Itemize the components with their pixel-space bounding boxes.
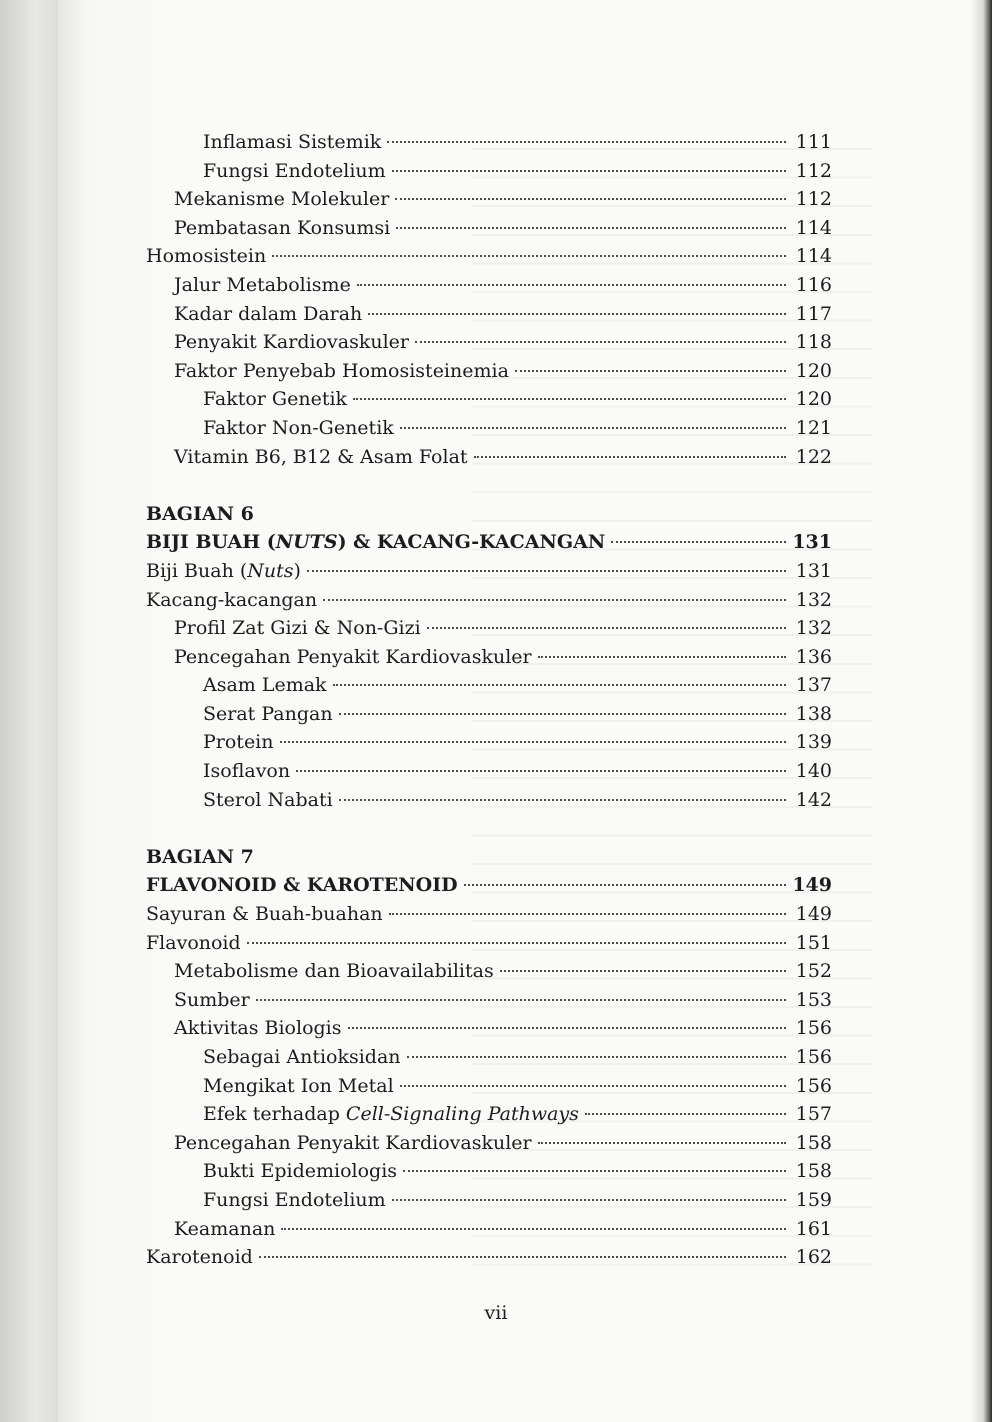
toc-entry-label: Pencegahan Penyakit Kardiovaskuler: [174, 645, 532, 668]
page-right-edge: [970, 0, 992, 1422]
section-title-entry[interactable]: [146, 528, 832, 557]
toc-entry[interactable]: [146, 614, 832, 643]
toc-entry[interactable]: [146, 1215, 832, 1244]
toc-entry[interactable]: [146, 586, 832, 615]
toc-entry-label: Faktor Non-Genetik: [203, 416, 394, 439]
section-title-text: ) & KACANG-KACANGAN: [337, 531, 606, 554]
section-title-label: FLAVONOID & KAROTENOID: [146, 874, 458, 897]
toc-entry-italic: Cell-Signaling Pathways: [345, 1103, 579, 1126]
toc-entry[interactable]: [146, 357, 832, 386]
dot-leader: [395, 198, 786, 200]
dot-leader: [348, 1027, 787, 1029]
toc-entry-label: Isoflavon: [203, 760, 291, 783]
toc-entry-text: Biji Buah (: [146, 559, 248, 582]
toc-entry-page: 114: [795, 245, 832, 268]
toc-entry-label: Flavonoid: [146, 931, 241, 954]
toc-entry[interactable]: [146, 214, 832, 243]
toc-entry-page: 161: [795, 1217, 832, 1240]
toc-entry-page: 112: [795, 188, 832, 211]
toc-entry[interactable]: [146, 671, 832, 700]
toc-entry-page: 158: [795, 1160, 832, 1183]
toc-entry-page: 158: [795, 1131, 832, 1154]
dot-leader: [400, 1085, 786, 1087]
toc-entry[interactable]: [146, 1186, 832, 1215]
dot-leader: [280, 741, 787, 743]
toc-entry-label: Karotenoid: [146, 1246, 253, 1269]
toc-entry-page: 162: [795, 1246, 832, 1269]
toc-entry-page: 121: [795, 416, 832, 439]
section-spacer: [146, 471, 832, 500]
toc-entry[interactable]: [146, 157, 832, 186]
toc-entry[interactable]: [146, 328, 832, 357]
toc-entry-label: Profil Zat Gizi & Non-Gizi: [174, 617, 421, 640]
dot-leader: [500, 970, 786, 972]
toc-entry-label: Pencegahan Penyakit Kardiovaskuler: [174, 1131, 532, 1154]
toc-entry-page: 120: [795, 388, 832, 411]
dot-leader: [323, 599, 786, 601]
toc-entry-page: 132: [795, 588, 832, 611]
toc-entry-page: 138: [795, 702, 832, 725]
section-title-italic: NUTS: [275, 531, 338, 554]
toc-entry[interactable]: [146, 728, 832, 757]
toc-entry-label: Kadar dalam Darah: [174, 302, 363, 325]
toc-entry[interactable]: [146, 986, 832, 1015]
toc-entry[interactable]: [146, 1072, 832, 1101]
dot-leader: [353, 398, 786, 400]
toc-entry-page: 116: [795, 273, 832, 296]
dot-leader: [403, 1170, 786, 1172]
toc-section-bagian-7: [146, 843, 832, 1272]
dot-leader: [464, 884, 786, 886]
toc-entry-page: 149: [792, 874, 832, 897]
dot-leader: [415, 341, 786, 343]
toc-entry-page: 159: [795, 1188, 832, 1211]
toc-entry-page: 157: [795, 1103, 832, 1126]
dot-leader: [474, 456, 786, 458]
toc-entry-page: 112: [795, 159, 832, 182]
toc-entry[interactable]: [146, 929, 832, 958]
toc-entry-text: ): [293, 559, 301, 582]
dot-leader: [427, 627, 786, 629]
section-title-label: [146, 528, 605, 557]
toc-entry-page: 142: [795, 788, 832, 811]
toc-entry-label: Faktor Penyebab Homosisteinemia: [174, 359, 509, 382]
toc-entry-label: Mengikat Ion Metal: [203, 1074, 394, 1097]
toc-entry-label: Sebagai Antioksidan: [203, 1046, 401, 1068]
toc-entry-page: 118: [795, 331, 832, 354]
toc-entry-label: Bukti Epidemiologis: [203, 1160, 398, 1183]
toc-entry-label: Penyakit Kardiovaskuler: [174, 331, 409, 354]
toc-entry-label: Keamanan: [174, 1217, 276, 1240]
toc-entry-page: 137: [795, 674, 832, 697]
toc-entry-label: Inflamasi Sistemik: [203, 131, 382, 153]
toc-entry-page: 149: [795, 903, 832, 926]
toc-entry-label: Vitamin B6, B12 & Asam Folat: [174, 445, 468, 468]
section-title-entry[interactable]: [146, 871, 832, 900]
toc-entry[interactable]: [146, 1243, 832, 1272]
toc-entry[interactable]: [146, 1157, 832, 1186]
toc-group-continued: [146, 128, 832, 471]
toc-entry[interactable]: [146, 271, 832, 300]
toc-entry[interactable]: [146, 185, 832, 214]
dot-leader: [247, 942, 786, 944]
toc-entry[interactable]: [146, 128, 832, 157]
dot-leader: [538, 1142, 786, 1144]
toc-entry-page: 136: [795, 645, 832, 668]
dot-leader: [333, 684, 786, 686]
toc-entry-page: 156: [795, 1017, 832, 1040]
table-of-contents: [146, 128, 832, 1272]
dot-leader: [389, 913, 786, 915]
toc-entry-label: Sayuran & Buah-buahan: [146, 903, 383, 926]
toc-entry-label: Faktor Genetik: [203, 388, 348, 411]
toc-entry[interactable]: [146, 557, 832, 586]
toc-entry-label: Jalur Metabolisme: [174, 273, 351, 296]
toc-entry-label: Sumber: [174, 988, 250, 1011]
page-number: vii: [484, 1302, 508, 1324]
toc-entry-page: 111: [795, 131, 832, 153]
toc-entry-label: Fungsi Endotelium: [203, 159, 386, 182]
toc-entry-page: 139: [795, 731, 832, 754]
dot-leader: [387, 141, 786, 143]
toc-entry[interactable]: [146, 643, 832, 672]
toc-entry-label: Mekanisme Molekuler: [174, 188, 390, 211]
section-heading: BAGIAN 7: [146, 845, 254, 868]
toc-entry-label: Homosistein: [146, 245, 267, 268]
toc-entry-label: Serat Pangan: [203, 702, 333, 725]
toc-entry-page: 156: [795, 1074, 832, 1097]
dot-leader: [296, 770, 786, 772]
toc-entry[interactable]: [146, 1043, 832, 1072]
dot-leader: [272, 255, 786, 257]
dot-leader: [357, 284, 786, 286]
section-spacer: [146, 814, 832, 843]
dot-leader: [339, 713, 786, 715]
toc-entry[interactable]: [146, 300, 832, 329]
page-gutter: [0, 0, 58, 1422]
dot-leader: [407, 1056, 786, 1058]
dot-leader: [611, 541, 786, 543]
toc-entry-page: 132: [795, 617, 832, 640]
dot-leader: [256, 999, 786, 1001]
toc-entry-text: Efek terhadap: [203, 1103, 346, 1126]
section-heading: BAGIAN 6: [146, 502, 254, 525]
toc-entry-page: 140: [795, 760, 832, 783]
toc-entry-page: 114: [795, 216, 832, 239]
toc-entry-label: Protein: [203, 731, 274, 754]
toc-entry-italic: Nuts: [247, 559, 294, 582]
toc-entry-label: Kacang-kacangan: [146, 588, 318, 611]
dot-leader: [307, 570, 786, 572]
toc-entry-page: 117: [795, 302, 832, 325]
toc-entry[interactable]: [146, 900, 832, 929]
toc-entry-page: 151: [795, 931, 832, 954]
toc-entry-label: [203, 1100, 579, 1129]
toc-section-bagian-6: [146, 500, 832, 815]
dot-leader: [259, 1256, 786, 1258]
dot-leader: [396, 227, 786, 229]
toc-entry-page: 131: [792, 531, 832, 554]
toc-entry-label: [146, 557, 301, 586]
toc-entry[interactable]: [146, 957, 832, 986]
section-title-text: BIJI BUAH (: [146, 531, 276, 554]
toc-entry-label: Pembatasan Konsumsi: [174, 216, 391, 239]
toc-entry-page: 152: [795, 960, 832, 983]
dot-leader: [281, 1228, 786, 1230]
dot-leader: [538, 656, 786, 658]
dot-leader: [392, 170, 786, 172]
toc-entry[interactable]: [146, 700, 832, 729]
toc-entry[interactable]: [146, 1014, 832, 1043]
dot-leader: [339, 799, 786, 801]
toc-entry[interactable]: [146, 757, 832, 786]
toc-entry[interactable]: [146, 242, 832, 271]
dot-leader: [585, 1113, 786, 1115]
dot-leader: [392, 1199, 786, 1201]
toc-entry-page: 153: [795, 988, 832, 1011]
toc-entry-page: 120: [795, 359, 832, 382]
toc-entry-page: 122: [795, 445, 832, 468]
dot-leader: [515, 370, 786, 372]
toc-entry-label: Sterol Nabati: [203, 788, 333, 811]
toc-entry[interactable]: [146, 443, 832, 472]
toc-entry[interactable]: [146, 1129, 832, 1158]
toc-entry-page: 131: [795, 559, 832, 582]
dot-leader: [400, 427, 786, 429]
toc-entry-label: Fungsi Endotelium: [203, 1188, 386, 1211]
toc-entry-label: Metabolisme dan Bioavailabilitas: [174, 960, 494, 983]
toc-entry[interactable]: [146, 385, 832, 414]
toc-entry-label: Asam Lemak: [203, 674, 327, 697]
toc-entry[interactable]: [146, 786, 832, 815]
toc-entry-page: 156: [795, 1046, 832, 1068]
toc-entry-label: Aktivitas Biologis: [174, 1017, 342, 1040]
toc-entry[interactable]: [146, 1100, 832, 1129]
dot-leader: [368, 313, 786, 315]
toc-entry[interactable]: [146, 414, 832, 443]
